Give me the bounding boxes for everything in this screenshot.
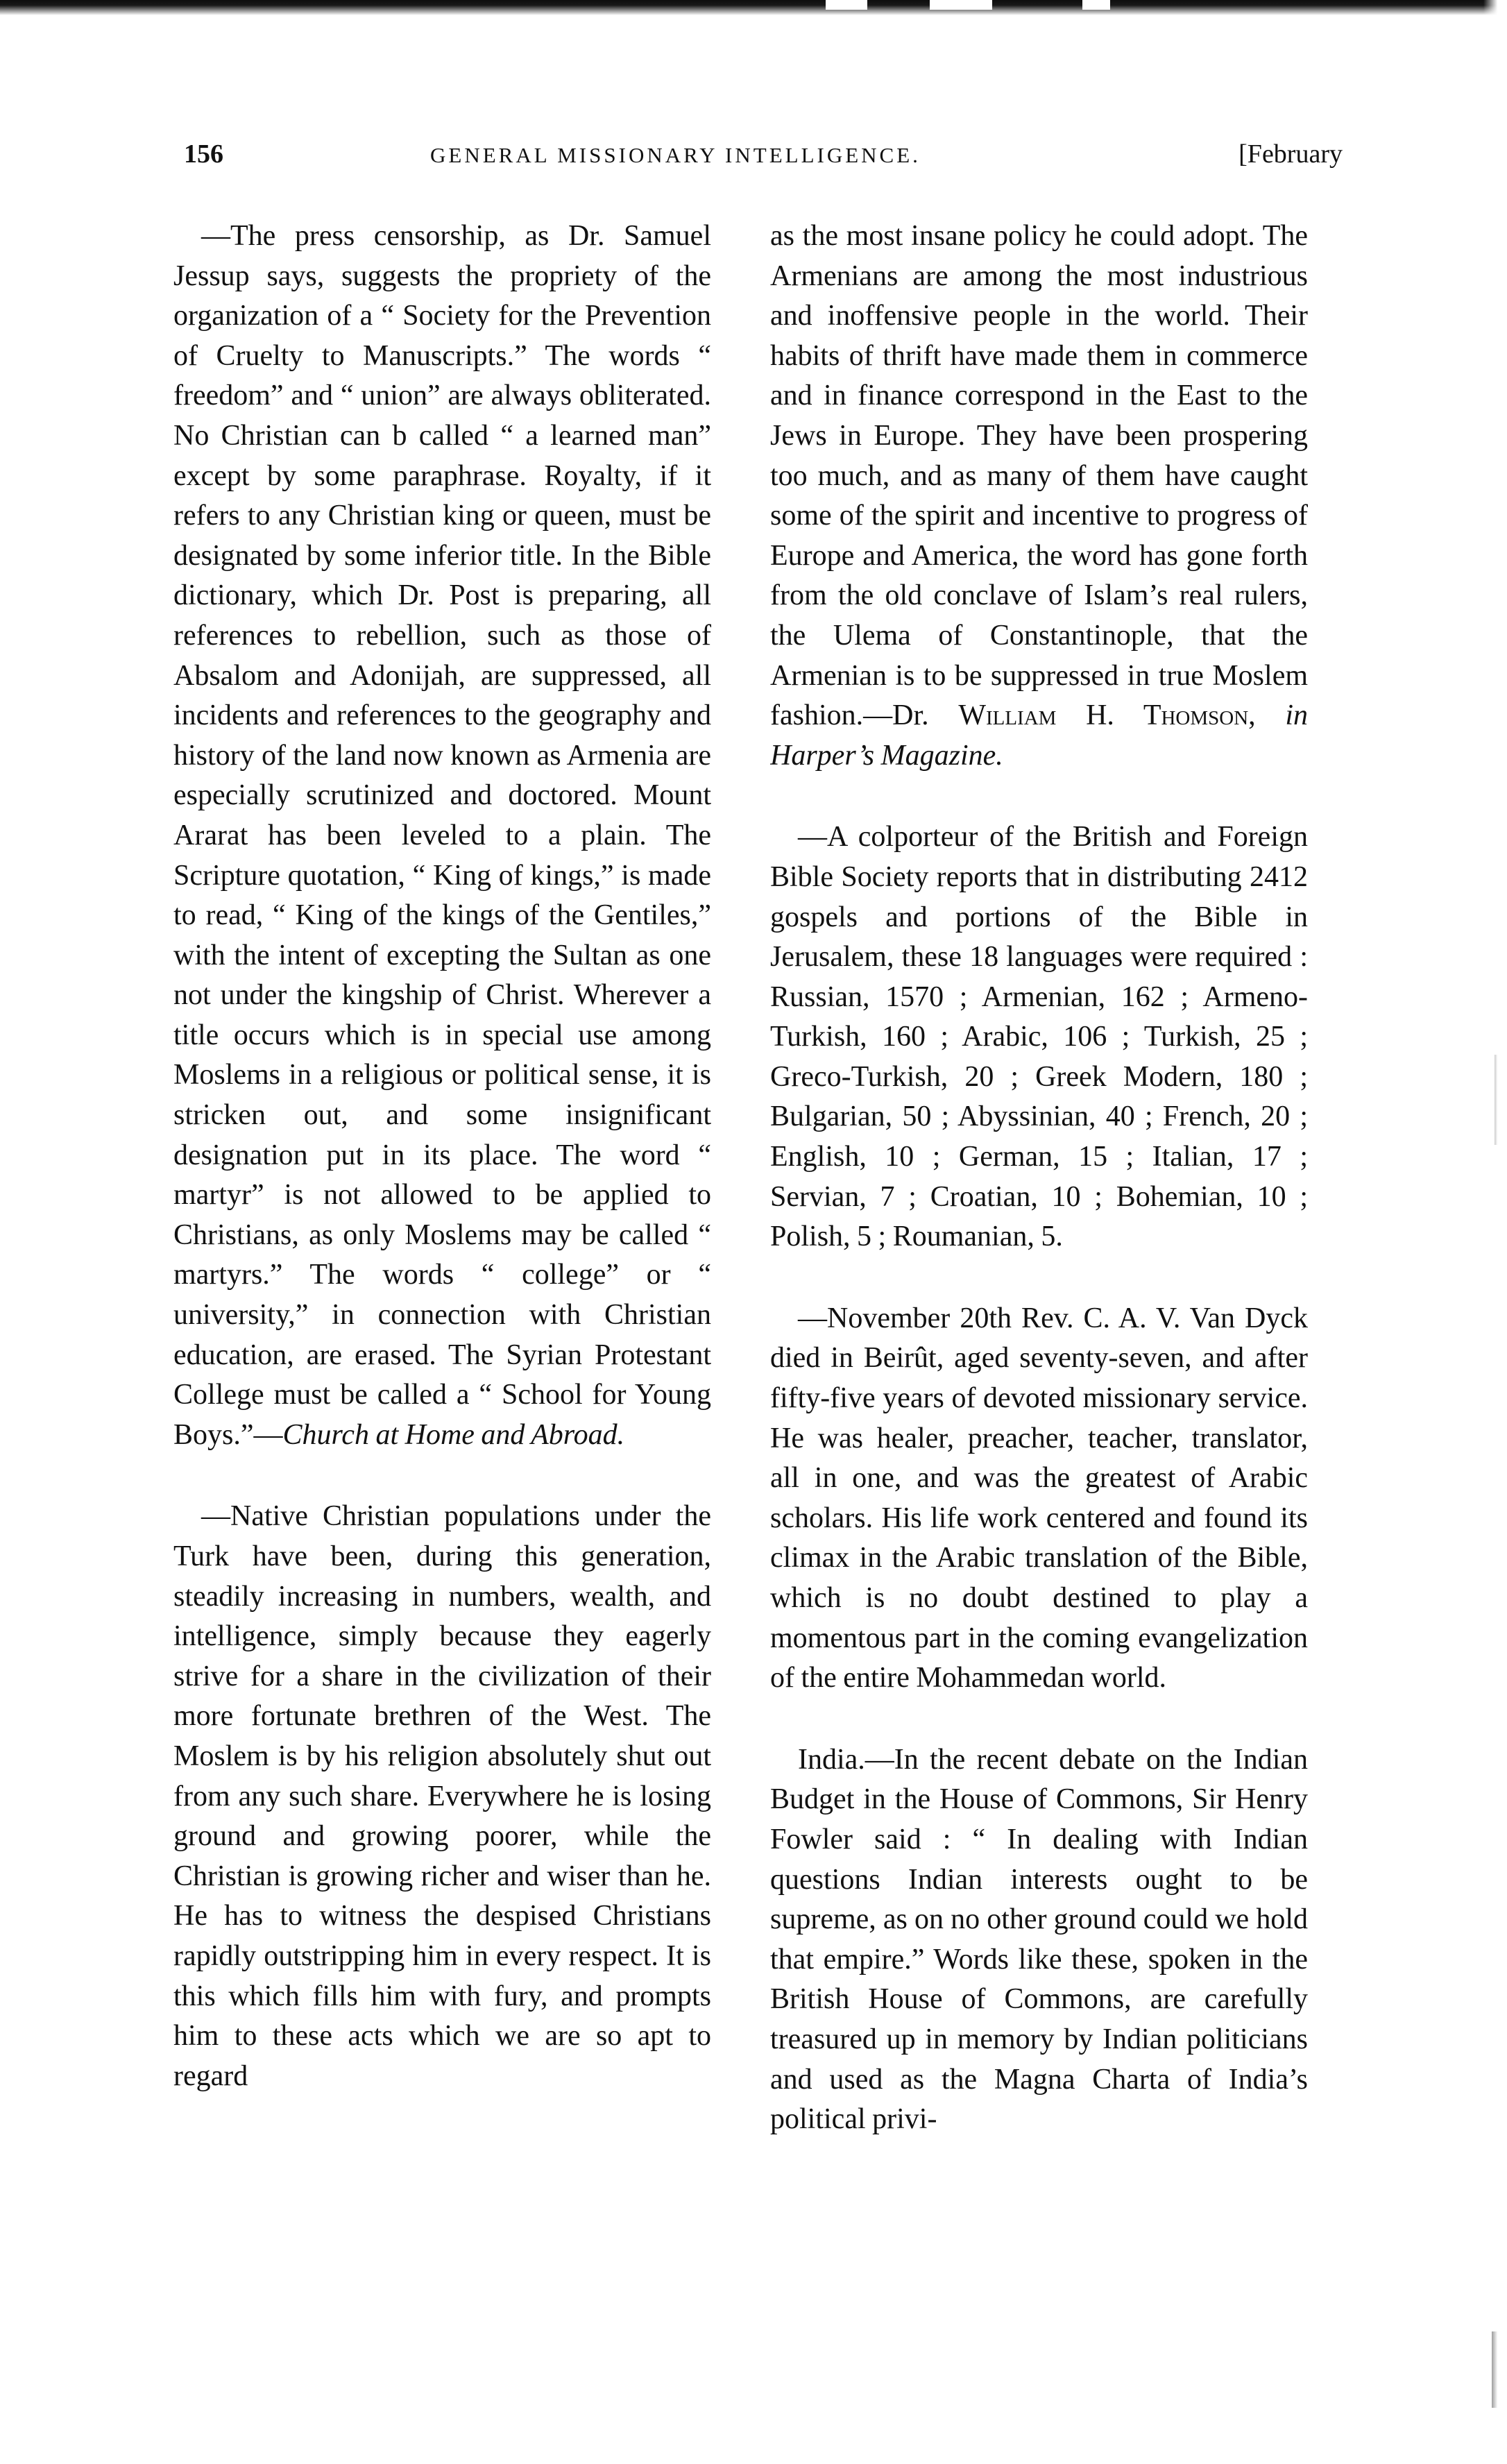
paragraph-text: —November 20th Rev. C. A. V. Van Dyck died in Beirût, aged seventy-seven, and after fifty-five years of devoted missionary service. He was healer, preacher, teacher, translator, all in one, and was the greatest of Arabic scholars. His life work centered and found its climax in the Arabic translation of the Bible, which is no doubt destined to play a momentous part in the coming evangelization of the entire Mohammedan world. — [770, 1302, 1308, 1694]
paragraph-text: India.—In the recent debate on the Indian Budget in the House of Commons, Sir Henry Fowler said : “ In dealing with Indian questions Indian interests ought to be supreme, as on no other ground could we hold that empire.” Words like these, spoken in the British House of Commons, are carefully treasured up in memory by Indian politicians and used as the Magna Charta of India’s political privi- — [770, 1743, 1308, 2136]
scan-right-edge — [1483, 0, 1507, 2464]
scan-top-edge-gap — [826, 0, 867, 10]
source-citation: in Harper’s Magazine. — [770, 699, 1308, 772]
article-van-dyck — [770, 1299, 1308, 1699]
scan-top-edge — [0, 0, 1507, 15]
citation-separator: , — [1248, 699, 1286, 732]
article-india — [770, 1740, 1308, 2140]
paragraph-text: —A colporteur of the British and Foreign Bible Society reports that in distributing 2412 gospels and portions of the Bible in Jerusalem, these 18 languages were required : Russian, 1570 ; Armenian, 162 ; Armeno-Turkish, 160 ; Arabic, 106 ; Turkish, 25 ; Greco-Turkish, 20 ; Greek Modern, 180 ; Bulgarian, 50 ; Abyssinian, 40 ; French, 20 ; English, 10 ; German, 15 ; Italian, 17 ; Servian, 7 ; Croatian, 10 ; Bohemian, 10 ; Polish, 5 ; Roumanian, 5. — [770, 821, 1308, 1253]
header-month: [February — [1238, 139, 1343, 169]
running-title: GENERAL MISSIONARY INTELLIGENCE. — [430, 143, 921, 167]
right-column — [770, 216, 1308, 2395]
source-citation: Church at Home and Abroad. — [282, 1418, 625, 1451]
paragraph-text: —The press censorship, as Dr. Samuel Jessup says, suggests the propriety of the organization of a “ Society for the Prevention of Cruelty to Manuscripts.” The words “ freedom” and “ union” are always obliterated. No Christian can b called “ a learned man” except by some paraphrase. Royalty, if it refers to any Christian king or queen, must be designated by some inferior title. In the Bible dictionary, which Dr. Post is preparing, all references to rebellion, such as those of Absalom and Adonijah, are suppressed, all incidents and references to the geography and history of the land now known as Armenia are especially scrutinized and doctored. Mount Ararat has been leveled to a plain. The Scripture quotation, “ King of kings,” is made to read, “ King of the kings of the Gentiles,” with the intent of excepting the Sultan as one not under the kingship of Christ. Wherever a title occurs which is in special use among Moslems in a religious or political sense, it is stricken out, and some insignificant designation put in its place. The word “ martyr” is not allowed to be applied to Christians, as only Moslems may be called “ martyrs.” The words “ college” or “ university,” in connection with Christian education, are erased. The Syrian Protestant College must be called a “ School for Young Boys.”— — [173, 220, 711, 1451]
page-header — [184, 139, 1343, 180]
paragraph-text: —Native Christian populations under the Turk have been, during this generation, steadily increasing in numbers, wealth, and intelligence, simply because they eagerly strive for a share in the civilization of their more fortunate brethren of the West. The Moslem is by his religion absolutely shut out from any such share. Everywhere he is losing ground and growing poorer, while the Christian is growing richer and wiser than he. He has to witness the despised Christians rapidly outstripping him in every respect. It is this which fills him with fury, and prompts him to these acts which we are so apt to regard — [173, 1500, 711, 2092]
article-armenians-continued — [770, 216, 1308, 776]
article-colporteur — [770, 817, 1308, 1257]
scan-top-edge-gap — [1082, 0, 1110, 10]
paragraph-text: as the most insane policy he could adopt. The Armenians are among the most industrious and inoffensive people in the world. Their habits of thrift have made them in commerce and in finance correspond in the East to the Jews in Europe. They have been prospering too much, and as many of them have caught some of the spirit and incentive to progress of Europe and America, the word has gone forth from the old conclave of Islam’s real rulers, the Ulema of Constantinople, that the Armenian is to be suppressed in true Moslem fashion.—Dr. — [770, 220, 1308, 732]
article-native-christians — [173, 1497, 711, 2096]
left-column — [173, 216, 711, 2395]
author-name: William H. Thomson — [958, 699, 1249, 732]
scan-top-edge-gap — [930, 0, 992, 10]
page-number: 156 — [184, 139, 223, 169]
article-press-censorship — [173, 216, 711, 1455]
